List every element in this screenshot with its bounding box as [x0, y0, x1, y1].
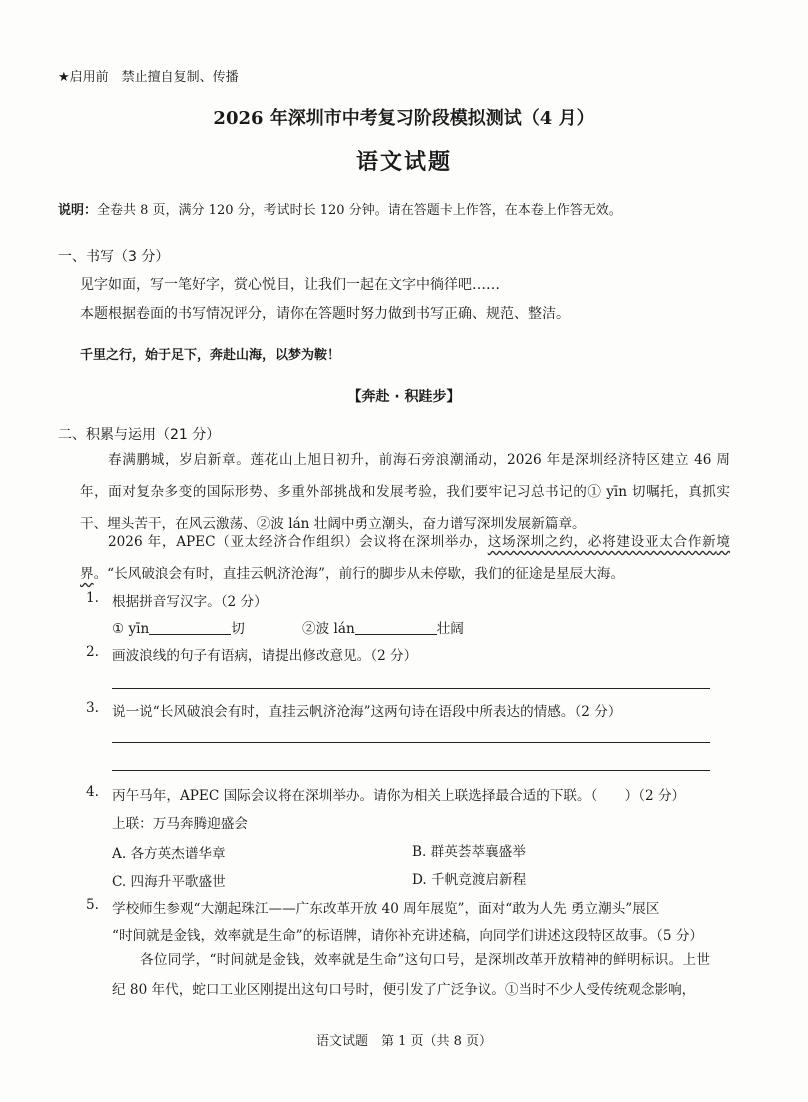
exam-subtitle: 语文试题: [355, 149, 452, 175]
question-5-speech: 各位同学，“时间就是金钱，效率就是生命”这句口号，是深圳改革开放精神的鲜明标识。上世纪 80 年代，蛇口工业区刚提出这句口号时，便引发了广泛争议。①当时不少人受传统观念影响，: [112, 952, 710, 998]
question-1-number: 1.: [86, 590, 99, 606]
motto: 千里之行，始于足下，奔赴山海，以梦为鞍！: [80, 348, 341, 363]
section-1-heading: 一、书写（3 分）: [58, 249, 170, 265]
page-footer: 语文试题 第 1 页（共 8 页）: [315, 1034, 493, 1049]
item-a-suffix: 切: [231, 621, 245, 637]
passage-paragraph-2: [80, 526, 730, 590]
option-a[interactable]: A. 各方英杰谱华章: [112, 846, 226, 862]
question-1-text: 根据拼音写汉字。（2 分）: [112, 594, 268, 610]
question-5-text-line-2: “时间就是金钱，效率就是生命”的标语牌，请你补充讲述稿，向同学们讲述这段特区故事。（5 分）: [112, 928, 704, 944]
answer-blank-b[interactable]: [355, 620, 437, 635]
paragraph-2-end: 。“长风破浪会有时，直挂云帆济沧海”，前行的脚步从未停歇，我们的征途是星辰大海。: [93, 566, 625, 582]
option-d[interactable]: D. 千帆竞渡启新程: [412, 872, 527, 888]
instructions-label: 说明：: [58, 203, 98, 218]
question-4-number: 4.: [86, 784, 99, 800]
wavy-sentence-part-a: 这场深圳之约，必将建设亚太合作新: [487, 534, 717, 550]
section-1-line-2: 本题根据卷面的书写情况评分，请你在答题时努力做到书写正确、规范、整洁。: [80, 306, 570, 322]
exam-instructions: [58, 199, 622, 218]
exam-title: 2026 年深圳市中考复习阶段模拟测试（4 月）: [213, 108, 595, 129]
question-2-number: 2.: [86, 644, 99, 660]
question-4-text: 丙午马年，APEC 国际会议将在深圳举办。请你为相关上联选择最合适的下联。（ ）（2 分）: [112, 788, 686, 804]
answer-line-q2[interactable]: [112, 688, 710, 689]
question-4-upper-couplet: 上联：万马奔腾迎盛会: [112, 816, 248, 832]
question-3-number: 3.: [86, 700, 99, 716]
instructions-text: 全卷共 8 页，满分 120 分，考试时长 120 分钟。请在答题卡上作答，在本卷上作答无效。: [97, 203, 622, 218]
wavy-sentence-part-b: 境界: [80, 534, 731, 582]
question-1-item-b: [302, 617, 464, 637]
question-1-item-a: [112, 617, 245, 637]
passage-paragraph-1: 春满鹏城，岁启新章。莲花山上旭日初升，前海石旁浪潮涌动，2026 年是深圳经济特区建立 46 周年，面对复杂多变的国际形势、多重外部挑战和发展考验，我们要牢记习总书记的① yīn 切嘱托，真抓实干、埋头苦干，在风云激荡、②波 lán 壮阔中勇立潮头，奋力谱写深圳发展新篇章。: [80, 452, 730, 532]
confidential-note: ★启用前 禁止擅自复制、传播: [58, 70, 239, 85]
item-a-pinyin: ① yīn: [112, 621, 150, 637]
question-5-number: 5.: [86, 897, 99, 913]
answer-line-q3-2[interactable]: [112, 770, 710, 771]
item-b-suffix: 壮阔: [436, 621, 464, 637]
question-5-text-line-1: 学校师生参观“大潮起珠江——广东改革开放 40 周年展览”，面对“敢为人先 勇立潮头”展区: [112, 901, 660, 917]
option-b[interactable]: B. 群英荟萃襄盛举: [412, 844, 526, 860]
answer-line-q3-1[interactable]: [112, 742, 710, 743]
section-1-line-1: 见字如面，写一笔好字，赏心悦目，让我们一起在文字中徜徉吧……: [80, 277, 500, 293]
option-c[interactable]: C. 四海升平歌盛世: [112, 874, 226, 890]
paragraph-2-start: 2026 年，APEC（亚太经济合作组织）会议将在深圳举办，: [108, 534, 488, 550]
part-heading: 【奔赴 · 积跬步】: [347, 389, 461, 405]
question-3-text: 说一说“长风破浪会有时，直挂云帆济沧海”这两句诗在语段中所表达的情感。（2 分）: [112, 704, 622, 720]
item-b-pinyin: ②波 lán: [302, 621, 355, 637]
section-2-heading: 二、积累与运用（21 分）: [58, 427, 221, 443]
answer-blank-a[interactable]: [149, 620, 231, 635]
question-2-text: 画波浪线的句子有语病，请提出修改意见。（2 分）: [112, 648, 418, 664]
